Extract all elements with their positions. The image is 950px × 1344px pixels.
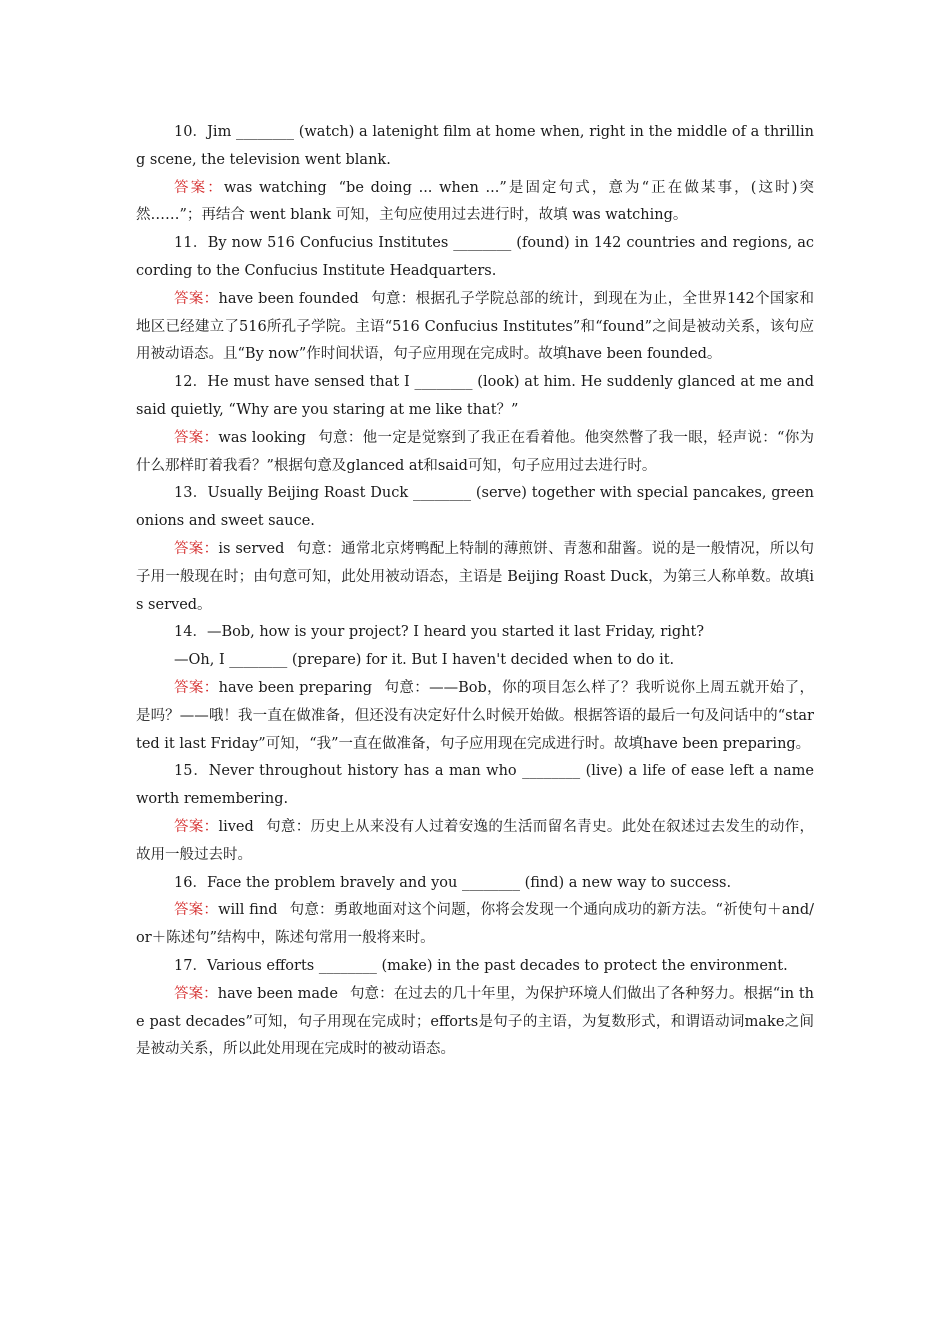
answer-text: was watching — [223, 179, 327, 196]
question-15: 15．Never throughout history has a man who ________ (live) a life of ease left a name worth remembering. — [136, 763, 814, 808]
explanation-text: “be doing ... when ...”是固定句式，意为“正在做某事，(这时)突然……”；再结合 went blank 可知，主句应使用过去进行时，故填 was watching。 — [136, 179, 814, 224]
explanation-text: 句意：通常北京烤鸭配上特制的薄煎饼、青葱和甜酱。说的是一般情况，所以句子用一般现在时；由句意可知，此处用被动语态，主语是 Beijing Roast Duck，为第三人称单数。故填is served。 — [136, 540, 815, 613]
answer-text: is served — [218, 540, 285, 557]
explanation-text: 句意：——Bob，你的项目怎么样了？我听说你上周五就开始了，是吗？——哦！我一直在做准备，但还没有决定好什么时候开始做。根据答语的最后一句及问话中的“started it last Friday”可知，“我”一直在做准备，句子应用现在完成进行时。故填have been preparing。 — [136, 679, 815, 752]
answer-label: 答案： — [174, 818, 219, 835]
answer-text: lived — [218, 818, 254, 835]
answer-text: was looking — [218, 429, 306, 446]
question-12: 12．He must have sensed that I ________ (look) at him. He suddenly glanced at me and said quietly, “Why are you staring at me like that？” — [136, 374, 814, 418]
answer-11 — [136, 286, 814, 369]
answer-text: will find — [218, 902, 278, 919]
answer-label: 答案： — [174, 540, 219, 557]
answer-17 — [136, 981, 814, 1064]
question-14: 14．—Bob, how is your project? I heard you started it last Friday, right? — [174, 624, 705, 641]
answer-13 — [136, 536, 814, 619]
answer-text: have been preparing — [218, 679, 373, 696]
question-14-line2: —Oh, I ________ (prepare) for it. But I haven't decided when to do it. — [174, 652, 675, 669]
answer-text: have been made — [217, 985, 338, 1002]
explanation-text: 句意：勇敢地面对这个问题，你将会发现一个通向成功的新方法。“祈使句＋and/or＋陈述句”结构中，陈述句常用一般将来时。 — [136, 902, 815, 947]
answer-14 — [136, 675, 814, 758]
explanation-text: 句意：在过去的几十年里，为保护环境人们做出了各种努力。根据“in the past decades”可知，句子用现在完成时；efforts是句子的主语，为复数形式，和谓语动词make之间是被动关系，所以此处用现在完成时的被动语态。 — [136, 985, 814, 1058]
explanation-text: 句意：他一定是觉察到了我正在看着他。他突然瞥了我一眼，轻声说：“你为什么那样盯着我看？”根据句意及glanced at和said可知，句子应用过去进行时。 — [136, 429, 814, 474]
document-page — [136, 119, 814, 1064]
question-11: 11．By now 516 Confucius Institutes ________ (found) in 142 countries and regions, according to the Confucius Institute Headquarters. — [136, 235, 814, 279]
answer-label: 答案： — [174, 429, 219, 446]
question-17: 17．Various efforts ________ (make) in the past decades to protect the environment. — [174, 957, 788, 974]
answer-12 — [136, 425, 814, 481]
answer-label: 答案： — [174, 985, 218, 1002]
answer-16 — [136, 897, 814, 953]
answer-label: 答案： — [174, 290, 219, 307]
explanation-text: 句意：历史上从来没有人过着安逸的生活而留名青史。此处在叙述过去发生的动作，故用一般过去时。 — [136, 818, 815, 863]
explanation-text: 句意：根据孔子学院总部的统计，到现在为止，全世界142个国家和地区已经建立了516所孔子学院。主语“516 Confucius Institutes”和“found”之间是被动关系，该句应用被动语态。且“By now”作时间状语，句子应用现在完成时。故填have been founded。 — [136, 290, 814, 363]
question-16: 16．Face the problem bravely and you ________ (find) a new way to success. — [174, 874, 732, 891]
question-10: 10．Jim ________ (watch) a latenight film at home when, right in the middle of a thrilling scene, the television went blank. — [136, 124, 814, 168]
answer-15 — [136, 814, 814, 870]
answer-text: have been founded — [218, 290, 359, 307]
answer-label: 答案： — [174, 902, 219, 919]
question-13: 13．Usually Beijing Roast Duck ________ (serve) together with special pancakes, green onions and sweet sauce. — [136, 485, 814, 530]
answer-10 — [136, 175, 814, 231]
answer-label: 答案： — [174, 679, 219, 696]
answer-label: 答案： — [174, 179, 224, 196]
